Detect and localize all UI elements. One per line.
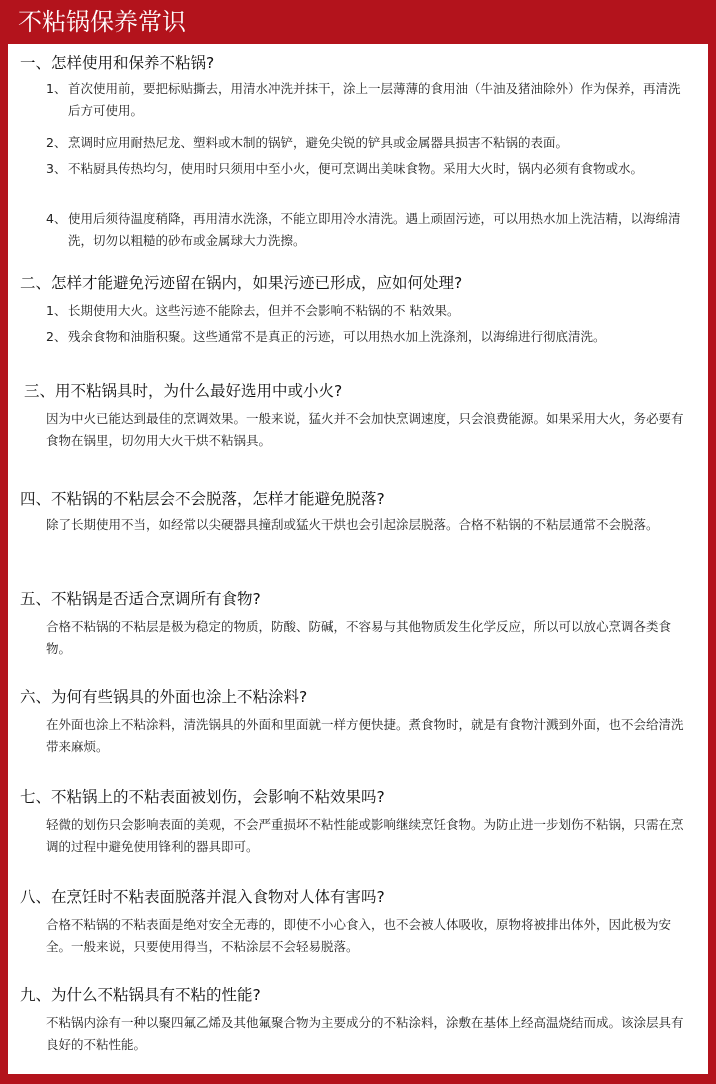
question-3: 三、用不粘锅具时，为什么最好选用中或小火?	[24, 382, 343, 400]
list-item	[46, 78, 686, 122]
answer-7: 轻微的划伤只会影响表面的美观，不会严重损坏不粘性能或影响继续烹饪食物。为防止进一步划伤不粘锅，只需在烹调的过程中避免使用锋利的器具即可。	[46, 817, 684, 854]
item-number: 3、	[46, 161, 67, 176]
item-text: 使用后须待温度稍降，再用清水洗涤，不能立即用冷水清洗。遇上顽固污迹，可以用热水加上洗洁精，以海绵清洗，切勿以粗糙的砂布或金属球大力洗擦。	[68, 211, 681, 248]
answer-3: 因为中火已能达到最佳的烹调效果。一般来说，猛火并不会加快烹调速度，只会浪费能源。如果采用大火，务必要有食物在锅里，切勿用大火干烘不粘锅具。	[46, 411, 684, 448]
item-number: 2、	[46, 329, 67, 344]
question-9: 九、为什么不粘锅具有不粘的性能?	[20, 986, 261, 1004]
answer-8: 合格不粘锅的不粘表面是绝对安全无毒的，即使不小心食入，也不会被人体吸收，原物将被排出体外，因此极为安全。一般来说，只要使用得当，不粘涂层不会轻易脱落。	[46, 917, 672, 954]
question-8: 八、在烹饪时不粘表面脱落并混入食物对人体有害吗?	[20, 888, 385, 906]
list-item	[46, 208, 686, 252]
question-5: 五、不粘锅是否适合烹调所有食物?	[20, 590, 261, 608]
answer-5: 合格不粘锅的不粘层是极为稳定的物质，防酸、防碱，不容易与其他物质发生化学反应，所以可以放心烹调各类食物。	[46, 619, 672, 656]
question-7: 七、不粘锅上的不粘表面被划伤，会影响不粘效果吗?	[20, 788, 385, 806]
item-text: 长期使用大火。这些污迹不能除去，但并不会影响不粘锅的不 粘效果。	[68, 303, 460, 318]
question-2: 二、怎样才能避免污迹留在锅内，如果污迹已形成，应如何处理?	[20, 274, 463, 292]
item-text: 不粘厨具传热均匀，使用时只须用中至小火，便可烹调出美味食物。采用大火时，锅内必须有食物或水。	[68, 161, 644, 176]
answer-6: 在外面也涂上不粘涂料，清洗锅具的外面和里面就一样方便快捷。煮食物时，就是有食物汁溅到外面，也不会给清洗带来麻烦。	[46, 717, 684, 754]
item-text: 残余食物和油脂积聚。这些通常不是真正的污迹，可以用热水加上洗涤剂，以海绵进行彻底清洗。	[68, 329, 606, 344]
header-bar	[0, 0, 716, 44]
list-item	[46, 300, 686, 322]
question-1: 一、怎样使用和保养不粘锅?	[20, 54, 215, 72]
answer-4: 除了长期使用不当，如经常以尖硬器具撞刮或猛火干烘也会引起涂层脱落。合格不粘锅的不粘层通常不会脱落。	[46, 517, 659, 532]
item-number: 1、	[46, 303, 67, 318]
list-item	[46, 326, 686, 348]
page-title: 不粘锅保养常识	[18, 8, 186, 36]
item-number: 2、	[46, 135, 67, 150]
list-item	[46, 132, 686, 154]
question-4: 四、不粘锅的不粘层会不会脱落，怎样才能避免脱落?	[20, 490, 385, 508]
item-text: 首次使用前，要把标贴撕去，用清水冲洗并抹干，涂上一层薄薄的食用油（牛油及猪油除外）作为保养，再清洗后方可使用。	[68, 81, 681, 118]
content-panel	[8, 44, 708, 1074]
question-6: 六、为何有些锅具的外面也涂上不粘涂料?	[20, 688, 308, 706]
item-text: 烹调时应用耐热尼龙、塑料或木制的锅铲，避免尖锐的铲具或金属器具损害不粘锅的表面。	[68, 135, 569, 150]
item-number: 4、	[46, 211, 67, 226]
answer-9: 不粘锅内涂有一种以聚四氟乙烯及其他氟聚合物为主要成分的不粘涂料，涂敷在基体上经高温烧结而成。该涂层具有良好的不粘性能。	[46, 1015, 684, 1052]
item-number: 1、	[46, 81, 67, 96]
list-item	[46, 158, 686, 180]
